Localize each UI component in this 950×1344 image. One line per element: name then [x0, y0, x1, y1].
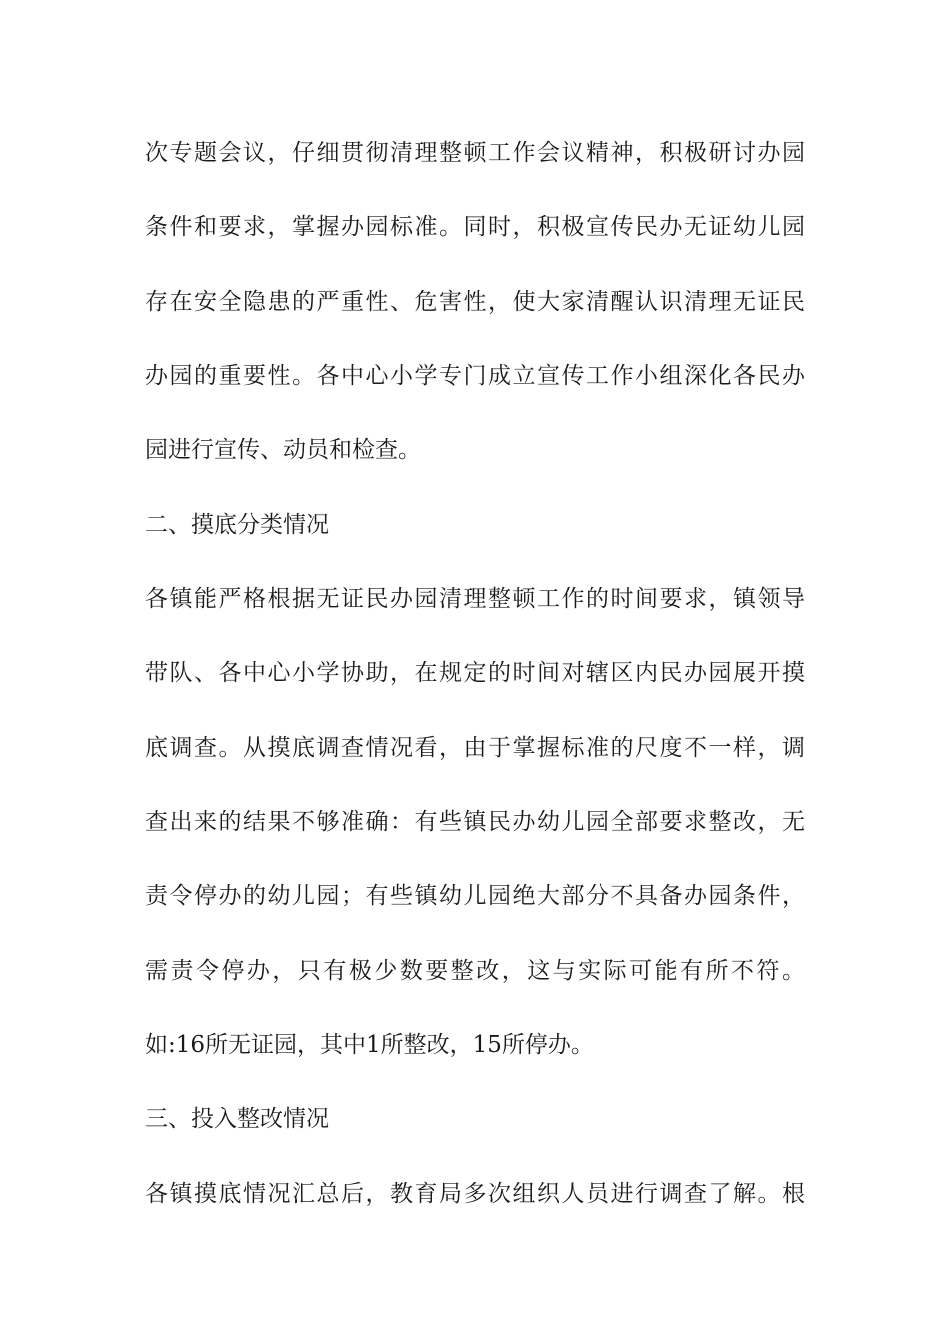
paragraph-line: 查出来的结果不够准确：有些镇民办幼儿园全部要求整改，无	[145, 809, 805, 835]
paragraph-line: 需责令停办，只有极少数要整改，这与实际可能有所不符。	[145, 958, 805, 984]
section-heading: 二、摸底分类情况	[145, 512, 329, 538]
paragraph-line: 各镇摸底情况汇总后，教育局多次组织人员进行调查了解。根	[145, 1181, 805, 1207]
paragraph-line: 责令停办的幼儿园；有些镇幼儿园绝大部分不具备办园条件，	[145, 883, 805, 909]
paragraph-line: 底调查。从摸底调查情况看，由于掌握标准的尺度不一样，调	[145, 735, 805, 761]
section-heading: 三、投入整改情况	[145, 1106, 329, 1132]
paragraph-line: 带队、各中心小学协助，在规定的时间对辖区内民办园展开摸	[145, 660, 805, 686]
paragraph-line: 各镇能严格根据无证民办园清理整顿工作的时间要求，镇领导	[145, 586, 805, 612]
paragraph-line: 存在安全隐患的严重性、危害性，使大家清醒认识清理无证民	[145, 289, 805, 315]
paragraph-line: 办园的重要性。各中心小学专门成立宣传工作小组深化各民办	[145, 363, 805, 389]
paragraph-line: 条件和要求，掌握办园标准。同时，积极宣传民办无证幼儿园	[145, 214, 805, 240]
paragraph-line: 如:16所无证园，其中1所整改，15所停办。	[145, 1032, 594, 1058]
paragraph-line: 次专题会议，仔细贯彻清理整顿工作会议精神，积极研讨办园	[145, 140, 805, 166]
paragraph-line: 园进行宣传、动员和检查。	[145, 437, 421, 463]
